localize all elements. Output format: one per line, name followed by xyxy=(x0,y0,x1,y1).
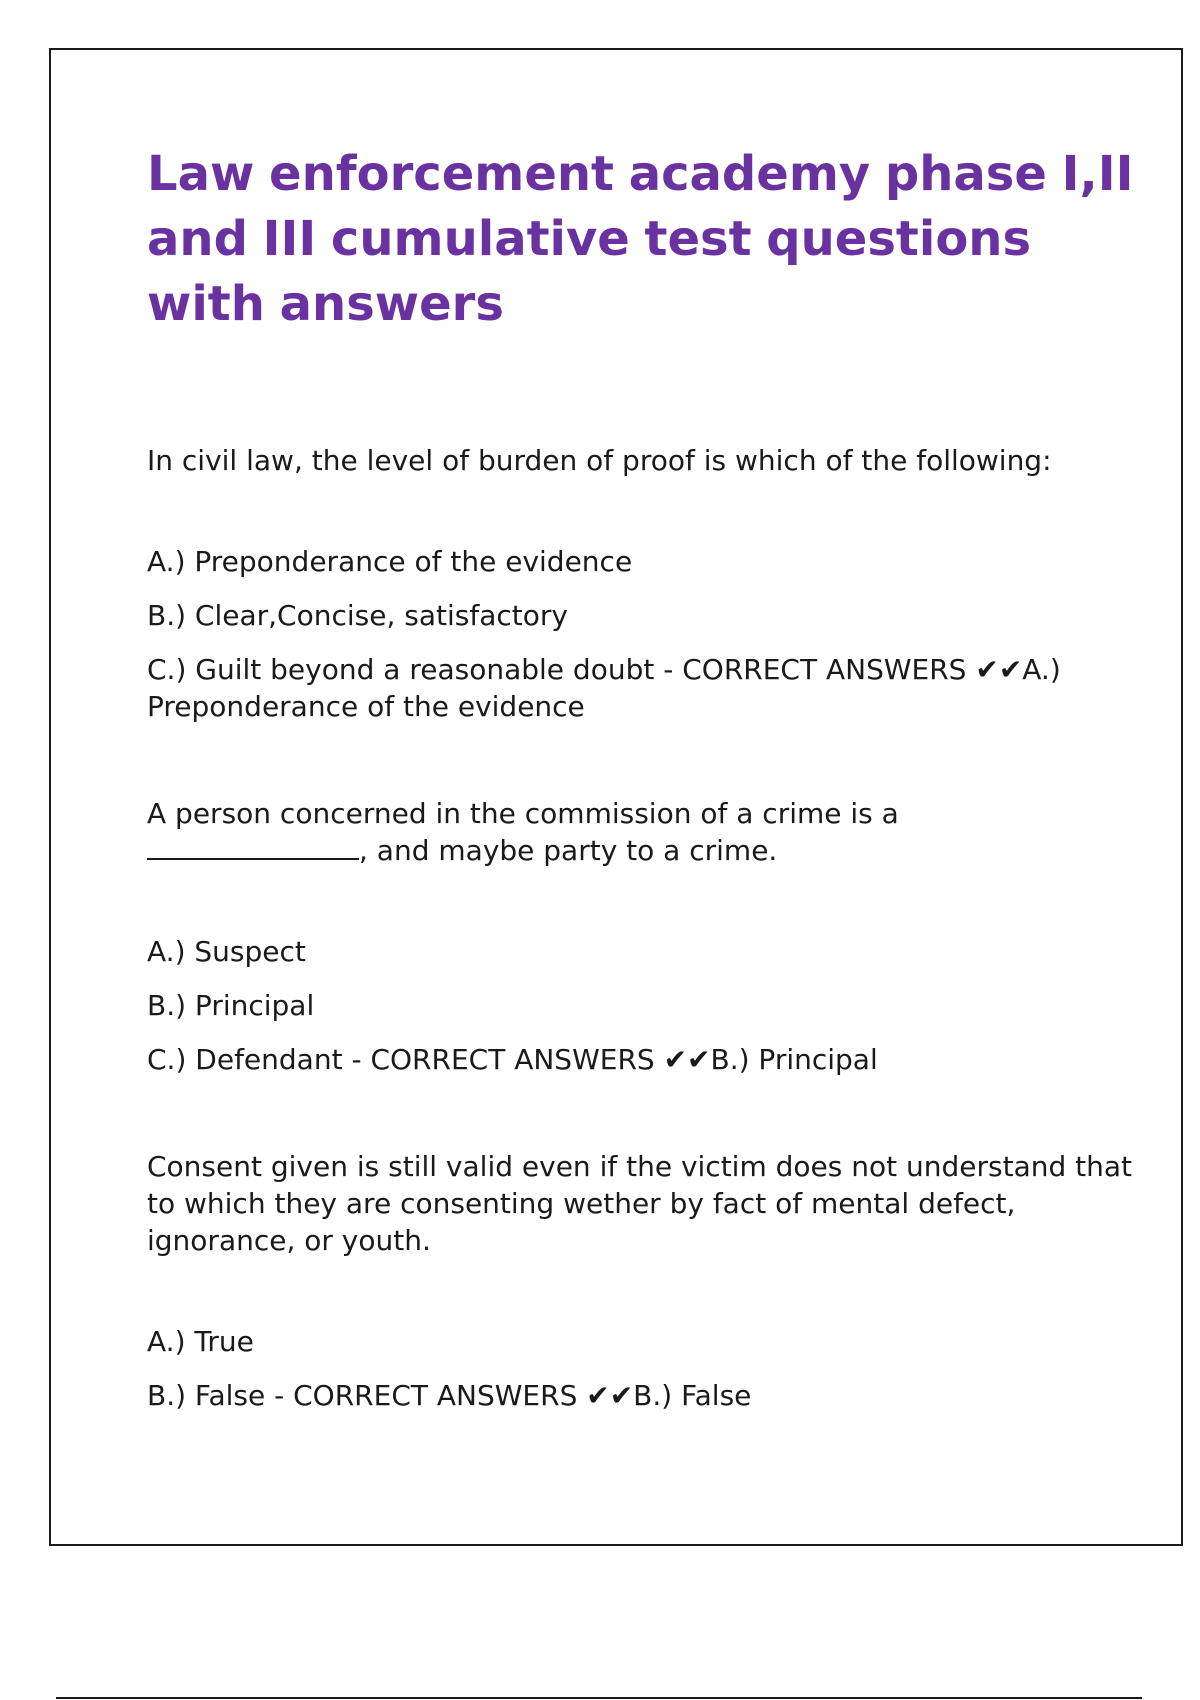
question-1-option-c: C.) Guilt beyond a reasonable doubt - CORRECT ANSWERS ✔✔A.) Preponderance of the evidence xyxy=(147,653,1061,723)
question-2-option-a: A.) Suspect xyxy=(147,935,306,968)
question-3-option-a: A.) True xyxy=(147,1325,254,1358)
question-2-options xyxy=(147,933,1137,1078)
question-3-prompt: Consent given is still valid even if the victim does not understand that to which they are consenting wether by fact of mental defect, ignorance, or youth. xyxy=(147,1150,1133,1257)
question-2-prompt-end: , and maybe party to a crime. xyxy=(359,834,778,867)
bottom-divider xyxy=(56,1697,1142,1699)
page-frame xyxy=(49,48,1183,1546)
question-2-option-c: C.) Defendant - CORRECT ANSWERS ✔✔B.) Principal xyxy=(147,1043,878,1076)
answer-blank xyxy=(147,832,359,860)
question-1-options xyxy=(147,543,1137,725)
question-2-prompt-start: A person concerned in the commission of a crime is a xyxy=(147,797,899,830)
question-1-option-b: B.) Clear,Concise, satisfactory xyxy=(147,599,568,632)
document-title: Law enforcement academy phase I,II and III cumulative test questions with answers xyxy=(147,146,1134,332)
document-content xyxy=(147,142,1137,1414)
question-2-prompt xyxy=(147,795,1137,869)
question-1-prompt: In civil law, the level of burden of proof is which of the following: xyxy=(147,444,1052,477)
question-3-option-b: B.) False - CORRECT ANSWERS ✔✔B.) False xyxy=(147,1379,752,1412)
question-1-option-a: A.) Preponderance of the evidence xyxy=(147,545,633,578)
question-2-option-b: B.) Principal xyxy=(147,989,315,1022)
question-3-options xyxy=(147,1323,1137,1414)
